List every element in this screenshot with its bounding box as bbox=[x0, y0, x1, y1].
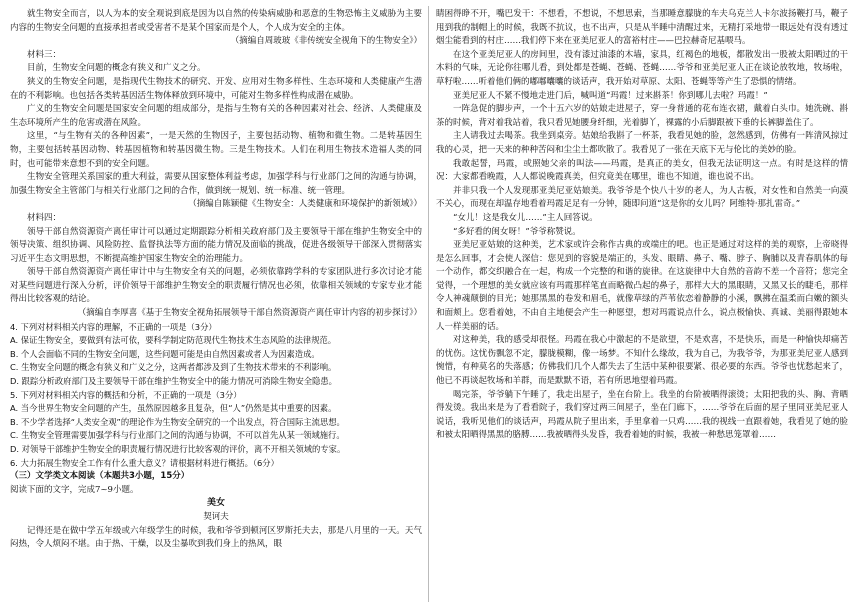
paragraph: 狭义的生物安全问题，是指现代生物技术的研究、开发、应用对生物多样性、生态环境和人类健康产生潜在的不利影响。也包括各类转基因活生物体释放到环境中，可能对生物多样性构成潜在威胁。 bbox=[10, 76, 422, 101]
source-note: （摘编自陈颖健《生物安全：人类健康和环境保护的新领域》） bbox=[188, 199, 422, 210]
source-note: （摘编自周玻玻《非传统安全视角下的生物安全》） bbox=[230, 36, 422, 47]
paragraph: 睛困得睁不开，嘴巴发干：不想看，不想说，不想思索，当那睡意朦胧的车夫乌克兰人卡尔波扬鞭打马，鞭子甩到我的制帽上的时候，我既不抗议，也不出声，只是从半睡中清醒过来，无精打采地带一眼远处有没有透过烟尘能看到的村庄……我们停下来在亚美尼亚人的富裕村庄——巴拉赫奇尼基喂马。 bbox=[436, 9, 848, 47]
option: B. 不少学者选择“人类安全观”的理论作为生物安全研究的一个出发点，符合国际主流思想。 bbox=[10, 416, 345, 427]
material-heading: 材料四： bbox=[27, 212, 62, 223]
paragraph: 主人请我过去喝茶。我坐到桌旁。姑娘给我斟了一杯茶，我看见她的脸，忽然感到，仿佛有一阵清风掠过我的心灵，把一天来的种种苦闷和尘尘土都吹散了。我看见了一张在天底下无与伦比的美妙的脸。 bbox=[436, 131, 848, 155]
paragraph: 目前，生物安全问题的概念有狭义和广义之分。 bbox=[27, 63, 206, 74]
material-heading: 材料三： bbox=[27, 49, 62, 60]
paragraph: 领导干部自然资源资产离任审计中与生物安全有关的问题，必须依靠跨学科的专家团队进行多次讨论才能对某些问题进行深入分析，评价领导干部维护生物安全的职责履行情况也必须，依靠相关领域的专家专业才能得出比较客观的结论。 bbox=[10, 267, 422, 305]
question-5: 5. 下列对材料相关内容的概括和分析，不正确的一项是（3分） bbox=[10, 389, 242, 400]
option: B. 个人会面临不同的生物安全问题，这些问题可能是由自然因素或者人为因素造成。 bbox=[10, 348, 320, 359]
section-heading: （三）文学类文本阅读（本题共3小题，15分） bbox=[10, 471, 190, 482]
paragraph: 我敢起誓，玛霞，或照她父亲的叫法——玛霞，是真正的美女，但我无法证明这一点。有时是这样的情况：大家都看晚霞，人人都说晚霞真美，但究竟美在哪里，谁也不知道，谁也说不出。 bbox=[436, 158, 848, 183]
question-6: 6. 大力拓展生物安全工作有什么重大意义？请根据材料进行概括。（6分） bbox=[10, 457, 279, 468]
option: A. 保证生物安全，要做到有法可依，要科学制定防范现代生物技术生态风险的法律规范。 bbox=[10, 335, 337, 346]
option: D. 跟踪分析政府部门及主要领导干部在维护生物安全中的能力情况可消除生物安全隐患。 bbox=[10, 376, 337, 387]
source-note: （摘编自李厚喜《基于生物安全视角拓展领导干部自然资源资产离任审计内容的初步探讨》） bbox=[77, 308, 422, 319]
paragraph: 记得还是在做中学五年级或六年级学生的时候，我和爷爷到顿河区罗斯托夫去，那是八月里的一天。天气闷热，令人烦闷不堪。由于热、干燥，以及尘暴吹到我们身上的热风，眼 bbox=[10, 525, 422, 550]
column-divider bbox=[428, 6, 429, 602]
paragraph: 对这种美，我的感受却很怪。玛霞在我心中激起的不是欲望，不是欢喜，不是快乐，而是一种愉快却痛苦的忧伤。这忧伤飘忽不定，朦胧模糊，像一场梦。不知什么缘故，我为自己，为我爷爷，为那亚美尼亚人感到惋惜，有种莫名的失落感；仿佛我们几个人都失去了生活中某种很要紧、很必要的东西。爷爷也忧愁起来了，他已不再谈起牧场和羊群，而是默默不语，若有所思地望着玛霞。 bbox=[436, 335, 848, 387]
paragraph: 领导干部自然资源资产离任审计可以通过定期跟踪分析相关政府部门及主要领导干部在维护生物安全中的领导决策、组织协调、风险防控、监督执法等方面的能力情况及面临的挑战，促进各级领导干部深入贯彻落实习近平生态文明思想，不断提高维护国家生物安全的治理能力。 bbox=[10, 226, 422, 264]
story-title: 美女 bbox=[206, 498, 225, 509]
paragraph: 这里，“与生物有关的各种因素”，一是天然的生物因子，主要包括动物、植物和微生物。二是转基因生物，主要包括转基因动物、转基因植物和转基因微生物。三是生物技术。人们在利用生物技术造福人类的同时，也可能带来意想不到的安全问题。 bbox=[10, 131, 422, 169]
section-instruction: 阅读下面的文字，完成7~9小题。 bbox=[10, 484, 139, 495]
paragraph: 一阵急促的脚步声，一个十五六岁的姑娘走进屋子，穿一身普通的花布连衣裙，戴着白头巾。她洗碗、斟茶的时候，背对着我站着，我只看见她腰身纤细，光着脚丫，裸露的小后脚跟被下垂的长裤脚盖住了。 bbox=[436, 104, 848, 128]
paragraph: 亚美尼亚姑娘的这种美，艺术家或许会称作古典的或端庄的吧。也正是通过对这样的美的观察，上帝晓得是怎么回事，才会使人深信：您见到的容貌是端正的，头发、眼睛、鼻子、嘴、脖子、胸脯以及青春肌体的每一个动作，都交织融合在一起，构成一个完整的和谐的旋律。在这旋律中大自然的音韵不差一个音符；您完全觉得，一个理想的美女就应该有玛霞那样笔直而略微凸起的鼻子，那样大大的黑眼睛，又黑又长的睫毛，那样令人神魂颠倒的目光；她那黑黑的卷发和眉毛，就像草绿的芦苇依恋着静静的小溪，飘拂在温柔而白嫩的额头和面颊上。您看着她，不由自主地便会产生一种愿望，想对玛霞说点什么，说点极愉快、真诚、美丽得跟她本人一样美丽的话。 bbox=[436, 240, 848, 332]
option: D. 对领导干部维护生物安全的职责履行情况进行比较客观的评价，离不开相关领域的专家。 bbox=[10, 444, 346, 454]
option: C. 生物安全问题的概念有狭义和广义之分，这两者都涉及到了生物技术带来的不利影响。 bbox=[10, 362, 337, 373]
paragraph: 广义的生物安全问题是国家安全问题的组成部分，是指与生物有关的各种因素对社会、经济、人类健康及生态环境所产生的危害或潜在风险。 bbox=[10, 104, 422, 128]
option: C. 生物安全管理需要加强学科与行业部门之间的沟通与协调，不可以首先从某一领域施行。 bbox=[10, 430, 345, 441]
question-4: 4. 下列对材料相关内容的理解，不正确的一项是（3分） bbox=[10, 321, 217, 332]
paragraph: 就生物安全而言，以人为本的安全观说到底是因为以自然的传染病威胁和恶意的生物恐怖主义威胁为主要内容的生物安全问题的直接承担者或受害者不是某个国家而是个人，个人成为安全的主体。 bbox=[10, 9, 422, 33]
left-column bbox=[10, 8, 422, 602]
right-column bbox=[436, 8, 848, 602]
paragraph: 并非只我一个人发现那亚美尼亚姑娘美。我爷爷是个快八十岁的老人，为人古板，对女性和自然美一向漠不关心，而现在却温存地看着玛霞足足有一分钟，随即问道“这是你的女儿吗？阿维特·那扎雷奇。” bbox=[436, 185, 848, 210]
paragraph: 生物安全管理关系国家的重大利益，需要从国家整体利益考虑，加强学科与行业部门之间的沟通与协调，加强生物安全主管部门与相关行业部门之间的合作，做到统一规划、统一标准、统一管理。 bbox=[10, 172, 422, 196]
story-author: 契诃夫 bbox=[203, 511, 229, 522]
paragraph: 亚美尼亚人不紧不慢地走进门后，喊叫道“玛霞！过来斟茶！你到哪儿去啦？玛霞！” bbox=[453, 90, 768, 101]
paragraph: 在这个亚美尼亚人的房间里，没有漆过油漆的木墙，家具，红褐色的地板，都散发出一股被太阳晒过的干木料的气味，无论你往哪儿看，到处都是苍蝇、苍蝇、苍蝇……爷爷和亚美尼亚人正在谈论放牧地，牧场啦，草籽啦……听着他们俩的嘟嘟囔囔的谈话声，我开始对草原、太阳、苍蝇等等产生了恐惧的情绪。 bbox=[436, 49, 848, 87]
option: A. 当今世界生物安全问题的产生，虽然原因越多且复杂，但“人”仍然是其中重要的因素。 bbox=[10, 403, 337, 414]
paragraph: “多好看的闺女呀！”爷爷称赞说。 bbox=[453, 226, 581, 237]
paragraph: 喝完茶，爷爷躺下午睡了，我走出屋子，坐在台阶上。我坐的台阶被晒得滚烫；太阳把我的头、胸、背晒得发烫。我出来是为了看看院子，我们穿过两三间屋子，坐在门廊下，……爷爷在后面的屋子里同亚美尼亚人说话，我听见他们的谈话声，玛霞从院子里出来，手里拿着一只鸡……我的视线一直跟着她，我看见了她的脸和被太阳晒得黑黑的胳膊……我被晒得头发昏，我看着她的时候，我被一种愁思笼罩着…… bbox=[436, 389, 848, 441]
paragraph: “女儿！这是我女儿……”主人回答说。 bbox=[453, 212, 598, 223]
